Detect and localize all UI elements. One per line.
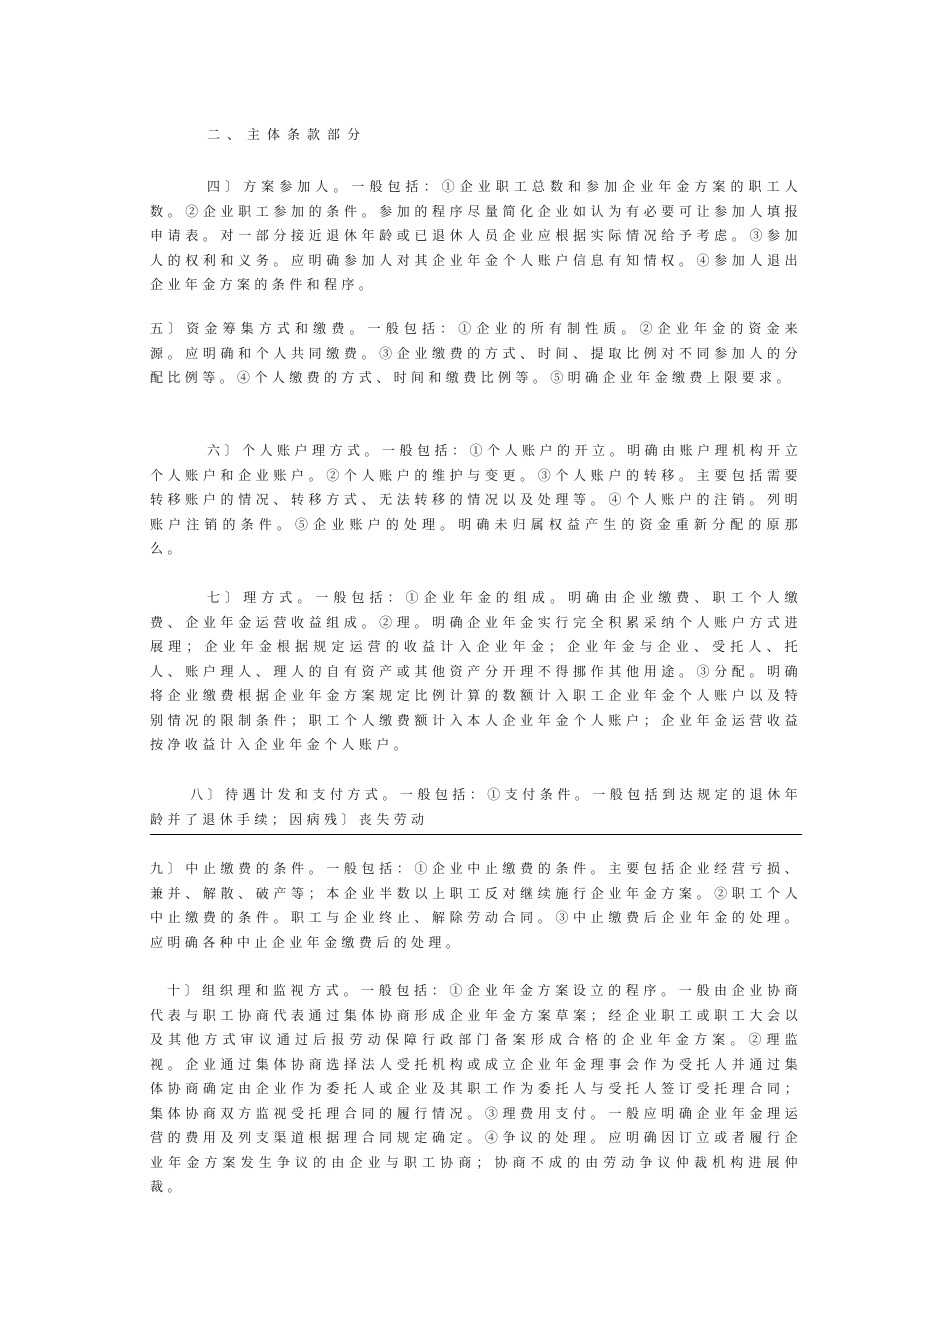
horizontal-rule [150,834,802,835]
paragraph-supervision: 十〕组织理和监视方式。一般包括：①企业年金方案设立的程序。一般由企业协商代表与职工协商代表通过集体协商形成企业年金方案草案；经企业职工或职工大会以及其他方式审议通过后报劳动保障行政部门备案形成合格的企业年金方案。②理监视。企业通过集体协商选择法人受托机构或成立企业年金理事会作为受托人并通过集体协商确定由企业作为委托人或企业及其职工作为委托人与受托人签订受托理合同；集体协商双方监视受托理合同的履行情况。③理费用支付。一般应明确企业年金理运营的费用及列支渠道根据理合同规定确定。④争议的处理。应明确因订立或者履行企业年金方案发生争议的由企业与职工协商；协商不成的由劳动争议仲裁机构进展仲裁。 [150,984,802,1195]
section-heading: 二、主体条款部分 [207,128,368,143]
paragraph-management: 七〕理方式。一般包括：①企业年金的组成。明确由企业缴费、职工个人缴费、企业年金运营收益组成。②理。明确企业年金实行完全积累采纳个人账户方式进展理；企业年金根据规定运营的收益计入企业年金；企业年金与企业、受托人、托人、账户理人、理人的自有资产或其他资产分开理不得挪作其他用途。③分配。明确将企业缴费根据企业年金方案规定比例计算的数额计入职工企业年金个人账户以及特别情况的限制条件；职工个人缴费额计入本人企业年金个人账户；企业年金运营收益按净收益计入企业年金个人账户。 [150,591,802,753]
paragraph-suspension: 九〕中止缴费的条件。一般包括：①企业中止缴费的条件。主要包括企业经营亏损、兼并、解散、破产等；本企业半数以上职工反对继续施行企业年金方案。②职工个人中止缴费的条件。职工与企业终止、解除劳动合同。③中止缴费后企业年金的处理。应明确各种中止企业年金缴费后的处理。 [150,862,802,951]
paragraph-personal-accounts: 六〕个人账户理方式。一般包括：①个人账户的开立。明确由账户理机构开立个人账户和企业账户。②个人账户的维护与变更。③个人账户的转移。主要包括需要转移账户的情况、转移方式、无法转移的情况以及处理等。④个人账户的注销。列明账户注销的条件。⑤企业账户的处理。明确未归属权益产生的资金重新分配的原那么。 [150,444,802,557]
paragraph-funding: 五〕资金筹集方式和缴费。一般包括：①企业的所有制性质。②企业年金的资金来源。应明确和个人共同缴费。③企业缴费的方式、时间、提取比例对不同参加人的分配比例等。④个人缴费的方式、时间和缴费比例等。⑤明确企业年金缴费上限要求。 [150,322,802,386]
paragraph-participants: 四〕方案参加人。一般包括：①企业职工总数和参加企业年金方案的职工人数。②企业职工参加的条件。参加的程序尽量简化企业如认为有必要可让参加人填报申请表。对一部分接近退休年龄或已退休人员企业应根据实际情况给予考虑。③参加人的权利和义务。应明确参加人对其企业年金个人账户信息有知情权。④参加人退出企业年金方案的条件和程序。 [150,180,802,293]
paragraph-benefits: 八〕待遇计发和支付方式。一般包括：①支付条件。一般包括到达规定的退休年龄并了退休手续；因病残〕丧失劳动 [150,788,802,828]
